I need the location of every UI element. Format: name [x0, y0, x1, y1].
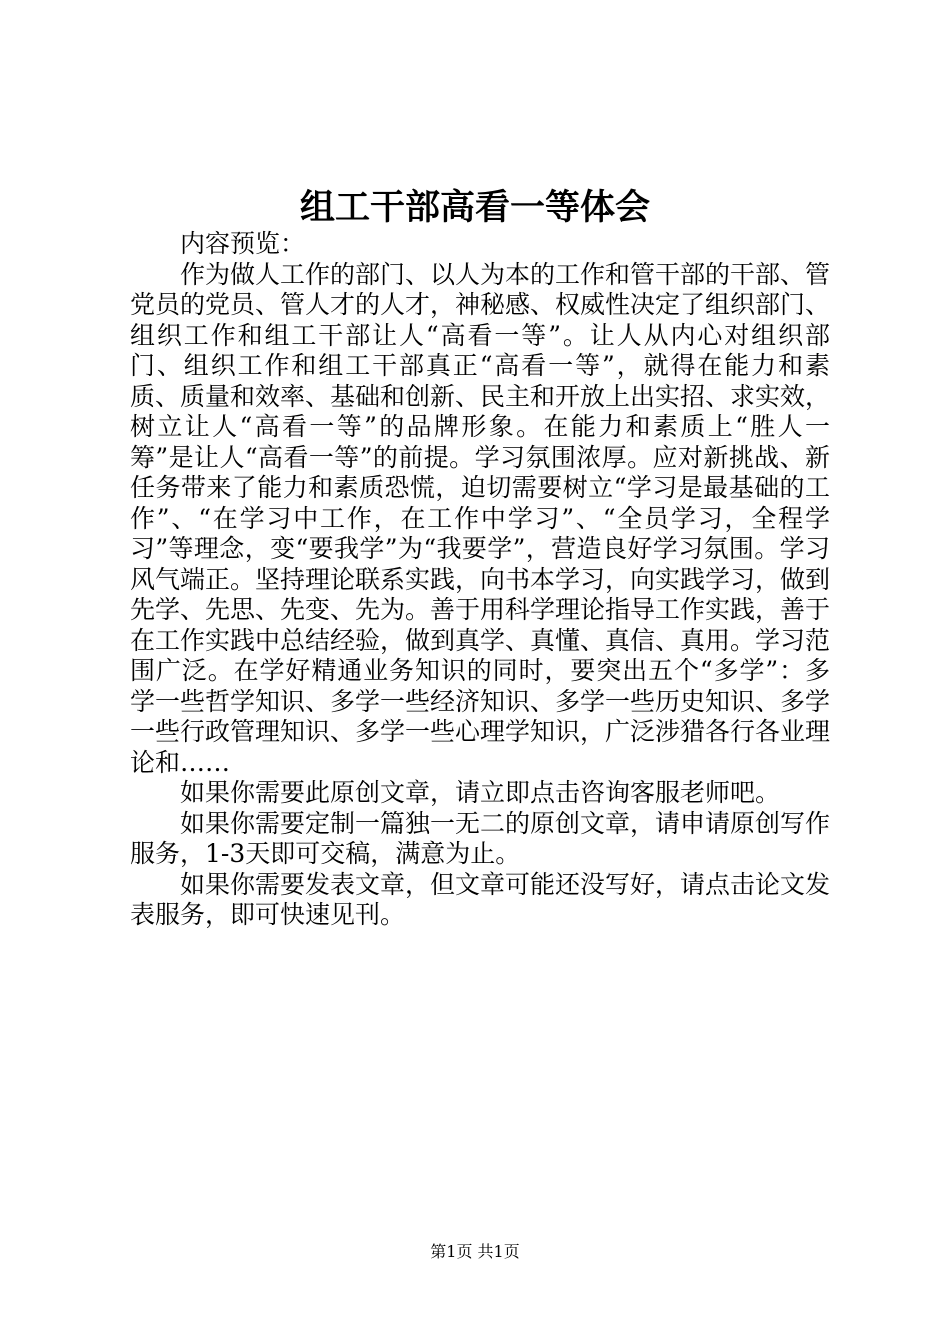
preview-paragraph: 作为做人工作的部门、以人为本的工作和管干部的干部、管党员的党员、管人才的人才，神秘感、权威性决定了组织部门、组织工作和组工干部让人“高看一等”。让人从内心对组织部门、组织工作和组工干部真正“高看一等”，就得在能力和素质、质量和效率、基础和创新、民主和开放上出实招、求实效，树立让人“高看一等”的品牌形象。在能力和素质上“胜人一筹”是让人“高看一等”的前提。学习氛围浓厚。应对新挑战、新任务带来了能力和素质恐慌，迫切需要树立“学习是最基础的工作”、“在学习中工作，在工作中学习”、“全员学习，全程学习”等理念，变“要我学”为“我要学”，营造良好学习氛围。学习风气端正。坚持理论联系实践，向书本学习，向实践学习，做到先学、先思、先变、先为。善于用科学理论指导工作实践，善于在工作实践中总结经验，做到真学、真懂、真信、真用。学习范围广泛。在学好精通业务知识的同时，要突出五个“多学”：多学一些哲学知识、多学一些经济知识、多学一些历史知识、多学一些行政管理知识、多学一些心理学知识，广泛涉猎各行各业理论和…… [130, 259, 831, 777]
custom-writing-paragraph: 如果你需要定制一篇独一无二的原创文章，请申请原创写作服务，1-3天即可交稿，满意为止。 [130, 808, 831, 868]
document-title: 组工干部高看一等体会 [299, 187, 650, 228]
document-body [130, 229, 830, 931]
preview-label: 内容预览： [180, 229, 306, 258]
page-number: 第1页 共1页 [430, 1242, 520, 1261]
consult-paragraph: 如果你需要此原创文章，请立即点击咨询客服老师吧。 [180, 778, 781, 807]
publishing-paragraph: 如果你需要发表文章，但文章可能还没写好，请点击论文发表服务，即可快速见刊。 [130, 869, 831, 929]
